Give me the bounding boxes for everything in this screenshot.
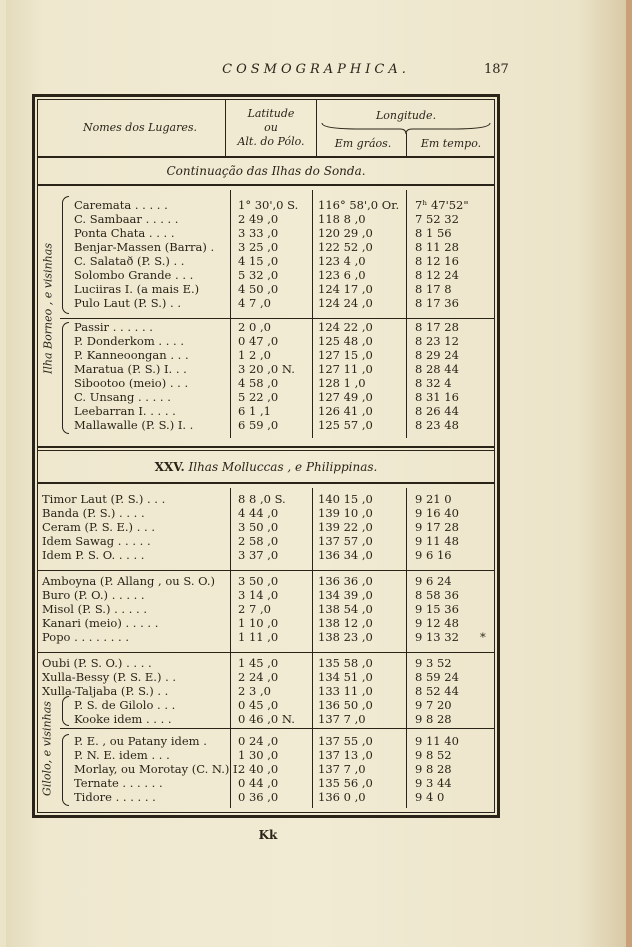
- longitude-degrees: 138 12 ,0: [318, 616, 373, 630]
- latitude: 4 50 ,0: [238, 282, 279, 296]
- latitude: 1 10 ,0: [238, 616, 279, 630]
- table-row: [42, 602, 492, 616]
- place-name: Amboyna (P. Allang , ou S. O.): [42, 574, 216, 588]
- table-row: [74, 734, 524, 748]
- longitude-degrees: 136 36 ,0: [318, 574, 373, 588]
- place-name: Timor Laut (P. S.) . . .: [42, 492, 166, 506]
- table-row: [42, 656, 492, 670]
- table-row: [74, 254, 524, 268]
- longitude-time: 8 28 44: [415, 362, 459, 376]
- divider: [38, 446, 494, 448]
- longitude-time: 8 29 24: [415, 348, 459, 362]
- brace-gilolo-a: [62, 696, 69, 726]
- table-row: [74, 320, 524, 334]
- divider: [38, 570, 494, 571]
- longitude-degrees: 122 52 ,0: [318, 240, 373, 254]
- place-name: Caremata . . . . .: [74, 198, 168, 212]
- latitude: 2 40 ,0: [238, 762, 279, 776]
- longitude-time: 9 11 40: [415, 734, 459, 748]
- longitude-degrees: 128 1 ,0: [318, 376, 366, 390]
- table-row: [42, 588, 492, 602]
- page-number: 187: [484, 62, 509, 77]
- header-names: Nomes dos Lugares.: [82, 121, 198, 134]
- longitude-time: 8 17 28: [415, 320, 459, 334]
- longitude-degrees: 124 17 ,0: [318, 282, 373, 296]
- place-name: Idem P. S. O. . . . .: [42, 548, 145, 562]
- longitude-degrees: 124 24 ,0: [318, 296, 373, 310]
- longitude-time: 9 7 20: [415, 698, 452, 712]
- longitude-time: 8 31 16: [415, 390, 459, 404]
- table-row: [42, 630, 492, 644]
- longitude-time: 9 4 0: [415, 790, 445, 804]
- place-name: P. S. de Gilolo . . .: [74, 698, 176, 712]
- longitude-degrees: 138 23 ,0: [318, 630, 373, 644]
- longitude-time: 8 32 4: [415, 376, 452, 390]
- longitude-degrees: 127 11 ,0: [318, 362, 373, 376]
- latitude: 0 36 ,0: [238, 790, 279, 804]
- place-name: P. E. , ou Patany idem .: [74, 734, 207, 748]
- latitude: 3 50 ,0: [238, 520, 279, 534]
- header-lat-1: Latitude: [247, 107, 295, 120]
- longitude-degrees: 139 22 ,0: [318, 520, 373, 534]
- place-name: Solombo Grande . . .: [74, 268, 194, 282]
- divider: [38, 156, 494, 158]
- table-row: [74, 240, 524, 254]
- longitude-degrees: 123 4 ,0: [318, 254, 366, 268]
- latitude: 1 11 ,0: [238, 630, 279, 644]
- longitude-time: 9 11 48: [415, 534, 459, 548]
- longitude-degrees: 138 54 ,0: [318, 602, 373, 616]
- longitude-degrees: 133 11 ,0: [318, 684, 373, 698]
- latitude: 2 58 ,0: [238, 534, 279, 548]
- longitude-degrees: 123 6 ,0: [318, 268, 366, 282]
- latitude: 5 22 ,0: [238, 390, 279, 404]
- latitude: 4 7 ,0: [238, 296, 271, 310]
- place-name: C. Sambaar . . . . .: [74, 212, 179, 226]
- place-name: Ternate . . . . . .: [74, 776, 163, 790]
- brace-borneo-b: [62, 322, 69, 434]
- divider: [316, 100, 317, 156]
- longitude-time: 9 13 32: [415, 630, 459, 644]
- section-sonda-title: Continuação das Ilhas do Sonda.: [166, 164, 366, 178]
- side-label-gilolo: Gilolo, e visinhas: [40, 701, 54, 796]
- table-row: [42, 670, 492, 684]
- longitude-degrees: 116° 58',0 Or.: [318, 198, 400, 212]
- latitude: 3 33 ,0: [238, 226, 279, 240]
- divider: [406, 133, 407, 156]
- header-longitude: Longitude.: [375, 109, 437, 122]
- place-name: Pulo Laut (P. S.) . .: [74, 296, 182, 310]
- divider: [38, 184, 494, 186]
- longitude-time: 9 6 16: [415, 548, 452, 562]
- header-degrees: Em gráos.: [334, 137, 392, 150]
- place-name: Xulla-Bessy (P. S. E.) . .: [42, 670, 177, 684]
- place-name: P. Kanneoongan . . .: [74, 348, 189, 362]
- table-row: [74, 268, 524, 282]
- latitude: 0 24 ,0: [238, 734, 279, 748]
- table-row: [74, 198, 524, 212]
- longitude-degrees: 134 39 ,0: [318, 588, 373, 602]
- latitude: 4 44 ,0: [238, 506, 279, 520]
- table-row: [42, 616, 492, 630]
- brace-gilolo-b: [62, 734, 69, 806]
- place-name: Kanari (meio) . . . . .: [42, 616, 159, 630]
- table-row: [42, 492, 492, 506]
- place-name: Sibootoo (meio) . . .: [74, 376, 189, 390]
- place-name: Ponta Chata . . . .: [74, 226, 175, 240]
- divider: [38, 652, 494, 653]
- table-row: [74, 282, 524, 296]
- longitude-time: 8 11 28: [415, 240, 459, 254]
- table-row: [74, 712, 524, 726]
- place-name: Benjar-Massen (Barra) .: [74, 240, 215, 254]
- longitude-time: 8 23 48: [415, 418, 459, 432]
- place-name: Oubi (P. S. O.) . . . .: [42, 656, 152, 670]
- place-name: Banda (P. S.) . . . .: [42, 506, 145, 520]
- longitude-degrees: 135 58 ,0: [318, 656, 373, 670]
- latitude: 5 32 ,0: [238, 268, 279, 282]
- longitude-degrees: 126 41 ,0: [318, 404, 373, 418]
- table-row: [42, 548, 492, 562]
- place-name: C. Salatað (P. S.) . .: [74, 254, 185, 268]
- place-name: Popo . . . . . . . .: [42, 630, 129, 644]
- longitude-time: 8 59 24: [415, 670, 459, 684]
- latitude: 3 37 ,0: [238, 548, 279, 562]
- latitude: 2 3 ,0: [238, 684, 271, 698]
- latitude: 4 15 ,0: [238, 254, 279, 268]
- place-name: Mallawalle (P. S.) I. .: [74, 418, 194, 432]
- latitude: 3 20 ,0 N.: [238, 362, 295, 376]
- divider: [225, 100, 226, 156]
- table-row: [74, 790, 524, 804]
- latitude: 0 46 ,0 N.: [238, 712, 295, 726]
- longitude-degrees: 120 29 ,0: [318, 226, 373, 240]
- table-row: [74, 762, 524, 776]
- table-row: [42, 534, 492, 548]
- latitude: 1° 30',0 S.: [238, 198, 299, 212]
- table-row: [74, 212, 524, 226]
- latitude: 2 0 ,0: [238, 320, 271, 334]
- longitude-time: 9 6 24: [415, 574, 452, 588]
- side-label-borneo: Ilha Borneo , e visinhas: [41, 243, 55, 374]
- longitude-time: 9 16 40: [415, 506, 459, 520]
- latitude: 3 14 ,0: [238, 588, 279, 602]
- table-row: [42, 574, 492, 588]
- place-name: Buro (P. O.) . . . . .: [42, 588, 145, 602]
- longitude-degrees: 140 15 ,0: [318, 492, 373, 506]
- longitude-time: 9 8 28: [415, 762, 452, 776]
- longitude-time: 7ʰ 47'52": [415, 198, 469, 212]
- longitude-degrees: 135 56 ,0: [318, 776, 373, 790]
- table-row: [74, 296, 524, 310]
- brace-borneo-a: [62, 196, 69, 314]
- longitude-time: 9 12 48: [415, 616, 459, 630]
- table-row: [42, 684, 492, 698]
- header-time: Em tempo.: [420, 137, 482, 150]
- footnote-mark: *: [480, 630, 486, 644]
- longitude-degrees: 127 49 ,0: [318, 390, 373, 404]
- latitude: 0 47 ,0: [238, 334, 279, 348]
- latitude: 1 2 ,0: [238, 348, 271, 362]
- place-name: Kooke idem . . . .: [74, 712, 172, 726]
- signature-mark: Kk: [258, 828, 278, 842]
- place-name: Leebarran I. . . . .: [74, 404, 176, 418]
- longitude-degrees: 139 10 ,0: [318, 506, 373, 520]
- place-name: C. Unsang . . . . .: [74, 390, 171, 404]
- longitude-degrees: 118 8 ,0: [318, 212, 366, 226]
- longitude-time: 9 8 52: [415, 748, 452, 762]
- header-lat-2: ou: [264, 121, 278, 134]
- divider: [60, 318, 494, 319]
- table-row: [74, 698, 524, 712]
- longitude-degrees: 137 7 ,0: [318, 712, 366, 726]
- table-row: [74, 226, 524, 240]
- divider: [38, 482, 494, 484]
- table-row: [42, 520, 492, 534]
- latitude: 6 1 ,1: [238, 404, 271, 418]
- table-row: [74, 362, 524, 376]
- table-row: [74, 404, 524, 418]
- longitude-time: 9 15 36: [415, 602, 459, 616]
- place-name: Maratua (P. S.) I. . .: [74, 362, 187, 376]
- divider: [38, 450, 494, 451]
- table-row: [74, 376, 524, 390]
- table-row: [74, 390, 524, 404]
- latitude: 8 8 ,0 S.: [238, 492, 286, 506]
- table-row: [74, 776, 524, 790]
- longitude-degrees: 136 0 ,0: [318, 790, 366, 804]
- longitude-time: 9 3 52: [415, 656, 452, 670]
- longitude-time: 9 8 28: [415, 712, 452, 726]
- longitude-degrees: 124 22 ,0: [318, 320, 373, 334]
- longitude-time: 9 17 28: [415, 520, 459, 534]
- place-name: Morlay, ou Morotay (C. N.) I.: [74, 762, 242, 776]
- longitude-degrees: 137 57 ,0: [318, 534, 373, 548]
- page-edge: [626, 0, 632, 947]
- place-name: Xulla-Taljaba (P. S.) . .: [42, 684, 169, 698]
- longitude-degrees: 136 50 ,0: [318, 698, 373, 712]
- table-row: [74, 348, 524, 362]
- latitude: 3 25 ,0: [238, 240, 279, 254]
- longitude-time: 8 1 56: [415, 226, 452, 240]
- longitude-degrees: 137 55 ,0: [318, 734, 373, 748]
- longitude-time: 8 17 36: [415, 296, 459, 310]
- longitude-degrees: 134 51 ,0: [318, 670, 373, 684]
- longitude-time: 8 12 16: [415, 254, 459, 268]
- table-row: [74, 418, 524, 432]
- longitude-degrees: 127 15 ,0: [318, 348, 373, 362]
- latitude: 1 45 ,0: [238, 656, 279, 670]
- place-name: Tidore . . . . . .: [74, 790, 156, 804]
- longitude-time: 9 21 0: [415, 492, 452, 506]
- longitude-time: 8 52 44: [415, 684, 459, 698]
- longitude-degrees: 137 13 ,0: [318, 748, 373, 762]
- longitude-time: 7 52 32: [415, 212, 459, 226]
- place-name: P. N. E. idem . . .: [74, 748, 170, 762]
- latitude: 4 58 ,0: [238, 376, 279, 390]
- longitude-degrees: 136 34 ,0: [318, 548, 373, 562]
- place-name: P. Donderkom . . . .: [74, 334, 184, 348]
- running-title: COSMOGRAPHICA.: [222, 62, 410, 77]
- place-name: Misol (P. S.) . . . . .: [42, 602, 147, 616]
- longitude-time: 8 17 8: [415, 282, 452, 296]
- table-row: [74, 334, 524, 348]
- latitude: 3 50 ,0: [238, 574, 279, 588]
- longitude-time: 8 58 36: [415, 588, 459, 602]
- longitude-degrees: 137 7 ,0: [318, 762, 366, 776]
- longitude-time: 8 23 12: [415, 334, 459, 348]
- latitude: 6 59 ,0: [238, 418, 279, 432]
- longitude-degrees: 125 57 ,0: [318, 418, 373, 432]
- place-name: Passir . . . . . .: [74, 320, 153, 334]
- longitude-time: 9 3 44: [415, 776, 452, 790]
- divider: [60, 728, 494, 729]
- longitude-degrees: 125 48 ,0: [318, 334, 373, 348]
- header-lat-3: Alt. do Pólo.: [237, 135, 305, 148]
- longitude-time: 8 26 44: [415, 404, 459, 418]
- latitude: 1 30 ,0: [238, 748, 279, 762]
- table-row: [42, 506, 492, 520]
- latitude: 0 45 ,0: [238, 698, 279, 712]
- section-molluccas-title: XXV. Ilhas Molluccas , e Philippinas.: [154, 460, 378, 474]
- place-name: Luciiras I. (a mais E.): [74, 282, 200, 296]
- latitude: 2 7 ,0: [238, 602, 271, 616]
- latitude: 2 49 ,0: [238, 212, 279, 226]
- longitude-time: 8 12 24: [415, 268, 459, 282]
- table-row: [74, 748, 524, 762]
- latitude: 0 44 ,0: [238, 776, 279, 790]
- place-name: Ceram (P. S. E.) . . .: [42, 520, 155, 534]
- latitude: 2 24 ,0: [238, 670, 279, 684]
- place-name: Idem Sawag . . . . .: [42, 534, 151, 548]
